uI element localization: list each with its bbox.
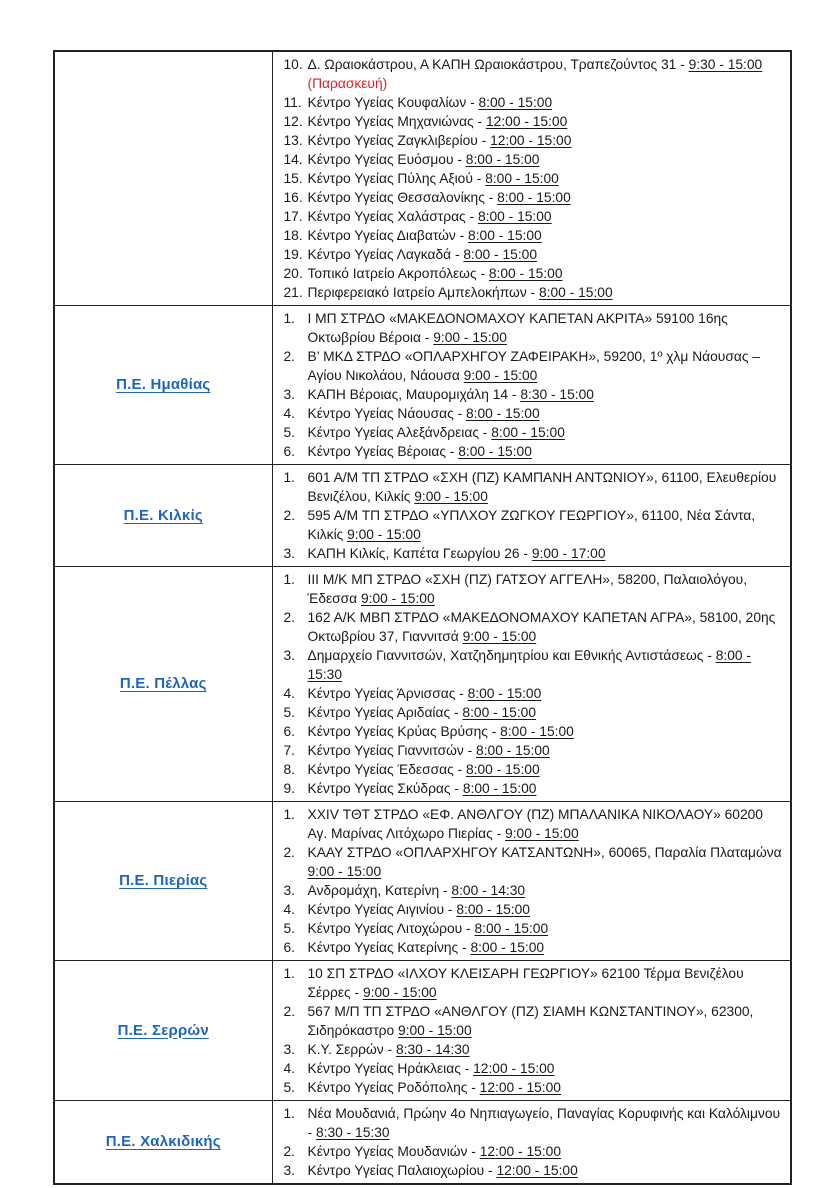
item-text	[308, 1142, 783, 1161]
item-text	[308, 131, 783, 150]
list-item	[275, 404, 783, 423]
region-cell	[54, 465, 272, 567]
location-name: Κέντρο Υγείας Κατερίνης -	[307, 940, 471, 955]
location-name: Τοπικό Ιατρείο Ακροπόλεως -	[307, 266, 489, 281]
item-number: 4.	[283, 902, 296, 917]
item-note: (Παρασκευή)	[307, 76, 388, 91]
location-name: Δημαρχείο Γιαννιτσών, Χατζηδημητρίου και Εθνικής Αντιστάσεως -	[307, 648, 716, 663]
region-label[interactable]: Π.Ε. Πιερίας	[119, 872, 208, 889]
item-text	[308, 188, 783, 207]
list-item	[275, 169, 783, 188]
item-hours: 8:00 - 15:00	[466, 762, 540, 777]
item-text	[308, 150, 783, 169]
item-number: 9.	[283, 781, 296, 796]
list-item	[275, 919, 783, 938]
location-name: 10 ΣΠ ΣΤΡΔΟ «ΙΛΧΟΥ ΚΛΕΙΣΑΡΗ ΓΕΩΡΓΙΟΥ» 62100 Τέρμα Βενιζέλου Σέρρες -	[307, 966, 744, 1000]
item-number: 2.	[283, 1144, 296, 1159]
item-number: 11.	[283, 95, 302, 110]
item-hours: 8:30 - 15:00	[520, 387, 594, 402]
item-hours: 9:00 - 15:00	[361, 591, 435, 606]
list-item	[275, 283, 783, 302]
item-text	[308, 207, 783, 226]
item-hours: 8:00 - 15:00	[538, 285, 613, 300]
item-text	[308, 938, 783, 957]
item-text	[308, 646, 783, 684]
location-name: 595 Α/Μ ΤΠ ΣΤΡΔΟ «ΥΠΛΧΟΥ ΖΩΓΚΟΥ ΓΕΩΡΓΙΟΥ», 61100, Νέα Σάντα, Κιλκίς	[307, 508, 756, 542]
item-number: 3.	[283, 1042, 296, 1057]
item-number: 4.	[283, 406, 296, 421]
item-text	[308, 423, 783, 442]
location-name: ΚΑΠΗ Βέροιας, Μαυρομιχάλη 14 -	[307, 387, 521, 402]
item-hours: 8:00 - 15:00	[462, 705, 537, 720]
item-text	[308, 442, 783, 461]
item-number: 5.	[283, 921, 296, 936]
item-text	[308, 779, 783, 798]
list-item	[275, 264, 783, 283]
item-hours: 8:00 - 15:00	[477, 209, 552, 224]
location-name: Κέντρο Υγείας Άρνισσας -	[307, 686, 468, 701]
location-name: Κέντρο Υγείας Πύλης Αξιού -	[307, 171, 486, 186]
list-item	[275, 684, 783, 703]
item-number: 1.	[283, 1106, 296, 1121]
list-item	[275, 385, 783, 404]
item-number: 1.	[283, 311, 296, 326]
item-hours: 8:00 - 15:00	[465, 406, 540, 421]
list-item	[275, 1002, 783, 1040]
items-cell	[272, 961, 791, 1101]
location-name: Ανδρομάχη, Κατερίνη -	[307, 883, 452, 898]
item-hours: 9:00 - 15:00	[414, 489, 488, 504]
item-text	[308, 245, 783, 264]
item-number: 2.	[283, 845, 296, 860]
table-row	[54, 802, 791, 961]
location-name: ΚΑΠΗ Κιλκίς, Καπέτα Γεωργίου 26 -	[307, 546, 532, 561]
item-hours: 12:00 - 15:00	[479, 1080, 561, 1095]
list-item	[275, 544, 783, 563]
items-cell	[272, 465, 791, 567]
item-number: 17.	[283, 209, 303, 224]
item-number: 1.	[283, 572, 296, 587]
item-hours: 12:00 - 15:00	[473, 1061, 555, 1076]
location-name: Κέντρο Υγείας Ροδόπολης -	[307, 1080, 480, 1095]
item-hours: 8:00 - 15:00	[458, 444, 532, 459]
location-name: Κέντρο Υγείας Αλεξάνδρειας -	[307, 425, 492, 440]
item-hours: 9:00 - 15:00	[398, 1023, 472, 1038]
item-text	[308, 741, 783, 760]
item-text	[308, 900, 783, 919]
item-number: 3.	[283, 1163, 296, 1178]
list-item	[275, 112, 783, 131]
item-text	[308, 964, 783, 1002]
region-cell	[54, 961, 272, 1101]
item-number: 10.	[283, 57, 303, 72]
item-text	[308, 309, 783, 347]
item-number: 3.	[283, 883, 296, 898]
item-text	[308, 722, 783, 741]
item-text	[308, 55, 783, 93]
region-cell	[54, 567, 272, 802]
item-text	[308, 1078, 783, 1097]
list-item	[275, 938, 783, 957]
list-item	[275, 608, 783, 646]
list-item	[275, 779, 783, 798]
item-number: 6.	[283, 724, 296, 739]
list-item	[275, 226, 783, 245]
item-number: 2.	[283, 508, 296, 523]
item-text	[308, 169, 783, 188]
list-item	[275, 805, 783, 843]
location-name: Κέντρο Υγείας Γιαννιτσών -	[307, 743, 477, 758]
item-text	[308, 468, 783, 506]
list-item	[275, 760, 783, 779]
item-text	[308, 385, 783, 404]
item-hours: 8:00 - 15:00	[467, 686, 542, 701]
item-number: 4.	[283, 1061, 296, 1076]
item-number: 5.	[283, 705, 296, 720]
list-item	[275, 468, 783, 506]
region-cell	[54, 306, 272, 465]
list-item	[275, 1040, 783, 1059]
items-cell	[272, 802, 791, 961]
item-hours: 8:00 - 15:00	[476, 743, 550, 758]
list-item	[275, 570, 783, 608]
item-hours: 8:00 - 14:30	[451, 883, 526, 898]
region-cell	[54, 802, 272, 961]
location-name: Κέντρο Υγείας Διαβατών -	[307, 228, 469, 243]
region-label[interactable]: Π.Ε. Πέλλας	[119, 675, 207, 692]
location-name: Περιφερειακό Ιατρείο Αμπελοκήπων -	[307, 285, 539, 300]
item-text	[308, 112, 783, 131]
item-hours: 8:00 - 15:00	[488, 266, 563, 281]
location-name: 162 Α/Κ ΜΒΠ ΣΤΡΔΟ «ΜΑΚΕΔΟΝΟΜΑΧΟΥ ΚΑΠΕΤΑΝ ΑΓΡΑ», 58100, 20ης Οκτωβρίου 37, Γιαννιτσά	[307, 610, 776, 644]
list-item	[275, 131, 783, 150]
location-list	[275, 964, 783, 1097]
list-item	[275, 188, 783, 207]
item-number: 8.	[283, 762, 296, 777]
items-cell	[272, 1101, 791, 1185]
table-row	[54, 306, 791, 465]
item-hours: 12:00 - 15:00	[485, 114, 568, 129]
item-hours: 9:00 - 15:00	[347, 527, 421, 542]
item-text	[308, 93, 783, 112]
item-hours: 8:00 - 15:00	[456, 902, 530, 917]
item-number: 1.	[283, 807, 296, 822]
item-hours: 8:00 - 15:00	[465, 152, 540, 167]
item-hours: 8:00 - 15:00	[474, 921, 549, 936]
schedule-table	[53, 50, 792, 1185]
item-hours: 9:30 - 15:00	[688, 57, 763, 72]
item-text	[308, 919, 783, 938]
item-number: 13.	[283, 133, 303, 148]
item-hours: 8:00 - 15:00	[500, 724, 574, 739]
location-list	[275, 55, 783, 302]
list-item	[275, 900, 783, 919]
item-number: 5.	[283, 425, 296, 440]
location-name: Κέντρο Υγείας Βέροιας -	[307, 444, 459, 459]
item-text	[308, 805, 783, 843]
item-number: 2.	[283, 610, 296, 625]
items-cell	[272, 51, 791, 306]
list-item	[275, 207, 783, 226]
item-number: 6.	[283, 444, 296, 459]
item-number: 18.	[283, 228, 303, 243]
item-hours: 8:30 - 14:30	[395, 1042, 470, 1057]
item-number: 2.	[283, 1004, 296, 1019]
location-list	[275, 309, 783, 461]
item-text	[308, 347, 783, 385]
item-hours: 8:00 - 15:00	[463, 247, 538, 262]
location-name: Κέντρο Υγείας Ευόσμου -	[307, 152, 466, 167]
item-number: 16.	[283, 190, 303, 205]
item-number: 3.	[283, 546, 296, 561]
list-item	[275, 741, 783, 760]
item-number: 12.	[283, 114, 303, 129]
location-name: Κέντρο Υγείας Λαγκαδά -	[307, 247, 464, 262]
location-list	[275, 805, 783, 957]
item-text	[308, 703, 783, 722]
location-name: Δ. Ωραιοκάστρου, Α ΚΑΠΗ Ωραιοκάστρου, Τραπεζούντος 31 -	[307, 57, 689, 72]
items-cell	[272, 567, 791, 802]
item-hours: 8:00 - 15:00	[462, 781, 537, 796]
list-item	[275, 1161, 783, 1180]
item-text	[308, 1161, 783, 1180]
table-row	[54, 961, 791, 1101]
item-number: 3.	[283, 387, 296, 402]
item-text	[308, 404, 783, 423]
location-name: Κέντρο Υγείας Αιγινίου -	[307, 902, 457, 917]
table-row	[54, 465, 791, 567]
location-name: Κ.Υ. Σερρών -	[307, 1042, 396, 1057]
region-label[interactable]: Π.Ε. Κιλκίς	[123, 506, 203, 524]
list-item	[275, 1059, 783, 1078]
item-number: 21.	[283, 285, 303, 300]
item-number: 14.	[283, 152, 303, 167]
item-hours: 8:00 - 15:00	[497, 190, 571, 205]
item-number: 15.	[283, 171, 303, 186]
location-name: Νέα Μουδανιά, Πρώην 4ο Νηπιαγωγείο, Παναγίας Κορυφινής και Καλόλιμνου -	[307, 1106, 781, 1140]
list-item	[275, 964, 783, 1002]
item-text	[308, 1104, 783, 1142]
item-number: 4.	[283, 686, 296, 701]
location-list	[275, 468, 783, 563]
location-list	[275, 570, 783, 798]
item-text	[308, 570, 783, 608]
item-hours: 8:30 - 15:30	[315, 1125, 390, 1140]
item-text	[308, 1002, 783, 1040]
list-item	[275, 703, 783, 722]
list-item	[275, 1104, 783, 1142]
list-item	[275, 1142, 783, 1161]
item-hours: 12:00 - 15:00	[496, 1163, 578, 1178]
location-name: 601 Α/Μ ΤΠ ΣΤΡΔΟ «ΣΧΗ (ΠΖ) ΚΑΜΠΑΝΗ ΑΝΤΩΝΙΟΥ», 61100, Ελευθερίου Βενιζέλου, Κιλκίς	[307, 470, 777, 504]
list-item	[275, 506, 783, 544]
list-item	[275, 93, 783, 112]
item-hours: 8:00 - 15:00	[491, 425, 565, 440]
location-name: Κέντρο Υγείας Έδεσσας -	[307, 762, 466, 777]
item-number: 6.	[283, 940, 296, 955]
region-label[interactable]: Π.Ε. Ημαθίας	[116, 376, 211, 393]
location-name: Κέντρο Υγείας Μουδανιών -	[307, 1144, 480, 1159]
item-number: 5.	[283, 1080, 296, 1095]
region-label[interactable]: Π.Ε. Σερρών	[117, 1021, 209, 1039]
item-text	[308, 544, 783, 563]
list-item	[275, 347, 783, 385]
item-number: 20.	[283, 266, 303, 281]
items-cell	[272, 306, 791, 465]
list-item	[275, 55, 783, 93]
item-number: 7.	[283, 743, 296, 758]
item-number: 19.	[283, 247, 303, 262]
item-text	[308, 1040, 783, 1059]
item-text	[308, 843, 783, 881]
item-hours: 9:00 - 15:00	[505, 826, 579, 841]
item-hours: 9:00 - 15:00	[463, 368, 538, 383]
item-text	[308, 684, 783, 703]
location-name: Κέντρο Υγείας Ηράκλειας -	[307, 1061, 474, 1076]
item-text	[308, 283, 783, 302]
item-number: 2.	[283, 349, 296, 364]
list-item	[275, 423, 783, 442]
list-item	[275, 881, 783, 900]
item-hours: 9:00 - 15:00	[462, 629, 537, 644]
item-text	[308, 608, 783, 646]
list-item	[275, 843, 783, 881]
item-hours: 8:00 - 15:00	[485, 171, 559, 186]
location-name: ΚΑΑΥ ΣΤΡΔΟ «ΟΠΛΑΡΧΗΓΟΥ ΚΑΤΣΑΝΤΩΝΗ», 60065, Παραλία Πλαταμώνα	[307, 845, 782, 860]
table-row	[54, 1101, 791, 1185]
table-row	[54, 51, 791, 306]
item-hours: 8:00 - 15:00	[478, 95, 553, 110]
list-item	[275, 442, 783, 461]
item-hours: 9:00 - 15:00	[433, 330, 507, 345]
location-name: Ι ΜΠ ΣΤΡΔΟ «ΜΑΚΕΔΟΝΟΜΑΧΟΥ ΚΑΠΕΤΑΝ ΑΚΡΙΤΑ» 59100 16ης Οκτωβρίου Βέροια -	[307, 311, 728, 345]
list-item	[275, 722, 783, 741]
location-list	[275, 1104, 783, 1180]
location-name: Κέντρο Υγείας Κρύας Βρύσης -	[307, 724, 501, 739]
location-name: Κέντρο Υγείας Νάουσας -	[307, 406, 466, 421]
list-item	[275, 245, 783, 264]
item-hours: 9:00 - 17:00	[531, 546, 606, 561]
item-hours: 8:00 - 15:30	[307, 648, 751, 682]
item-hours: 8:00 - 15:00	[468, 228, 542, 243]
item-text	[308, 760, 783, 779]
region-cell	[54, 1101, 272, 1185]
item-hours: 12:00 - 15:00	[479, 1144, 562, 1159]
item-number: 1.	[283, 966, 296, 981]
location-name: Κέντρο Υγείας Σκύδρας -	[307, 781, 463, 796]
table-row	[54, 567, 791, 802]
list-item	[275, 646, 783, 684]
location-name: Κέντρο Υγείας Λιτοχώρου -	[307, 921, 475, 936]
location-name: ΙΙΙ Μ/Κ ΜΠ ΣΤΡΔΟ «ΣΧΗ (ΠΖ) ΓΑΤΣΟΥ ΑΓΓΕΛΗ», 58200, Παλαιολόγου, Έδεσσα	[307, 572, 748, 606]
region-cell	[54, 51, 272, 306]
location-name: XXIV ΤΘΤ ΣΤΡΔΟ «ΕΦ. ΑΝΘΛΓΟΥ (ΠΖ) ΜΠΑΛΑΝΙΚΑ ΝΙΚΟΛΑΟΥ» 60200 Αγ. Μαρίνας Λιτόχωρο Πιερίας -	[307, 807, 763, 841]
location-name: Κέντρο Υγείας Μηχανιώνας -	[307, 114, 486, 129]
item-hours: 9:00 - 15:00	[362, 985, 437, 1000]
list-item	[275, 150, 783, 169]
list-item	[275, 1078, 783, 1097]
item-hours: 12:00 - 15:00	[490, 133, 572, 148]
item-hours: 8:00 - 15:00	[470, 940, 545, 955]
item-text	[308, 881, 783, 900]
list-item	[275, 309, 783, 347]
location-name: Β’ ΜΚΔ ΣΤΡΔΟ «ΟΠΛΑΡΧΗΓΟΥ ΖΑΦΕΙΡΑΚΗ», 59200, 1º χλμ Νάουσας – Αγίου Νικολάου, Νάουσα	[307, 349, 760, 383]
location-name: Κέντρο Υγείας Ζαγκλιβερίου -	[307, 133, 491, 148]
item-text	[308, 226, 783, 245]
item-text	[308, 264, 783, 283]
location-name: Κέντρο Υγείας Κουφαλίων -	[307, 95, 479, 110]
location-name: Κέντρο Υγείας Αριδαίας -	[307, 705, 463, 720]
location-name: 567 Μ/Π ΤΠ ΣΤΡΔΟ «ΑΝΘΛΓΟΥ (ΠΖ) ΣΙΑΜΗ ΚΩΝΣΤΑΝΤΙΝΟΥ», 62300, Σιδηρόκαστρο	[307, 1004, 754, 1038]
location-name: Κέντρο Υγείας Παλαιοχωρίου -	[307, 1163, 497, 1178]
item-number: 3.	[283, 648, 296, 663]
item-text	[308, 1059, 783, 1078]
region-label[interactable]: Π.Ε. Χαλκιδικής	[105, 1133, 221, 1150]
location-name: Κέντρο Υγείας Θεσσαλονίκης -	[307, 190, 498, 205]
item-number: 1.	[283, 470, 296, 485]
item-text	[308, 506, 783, 544]
location-name: Κέντρο Υγείας Χαλάστρας -	[307, 209, 478, 224]
item-hours: 9:00 - 15:00	[307, 864, 382, 879]
